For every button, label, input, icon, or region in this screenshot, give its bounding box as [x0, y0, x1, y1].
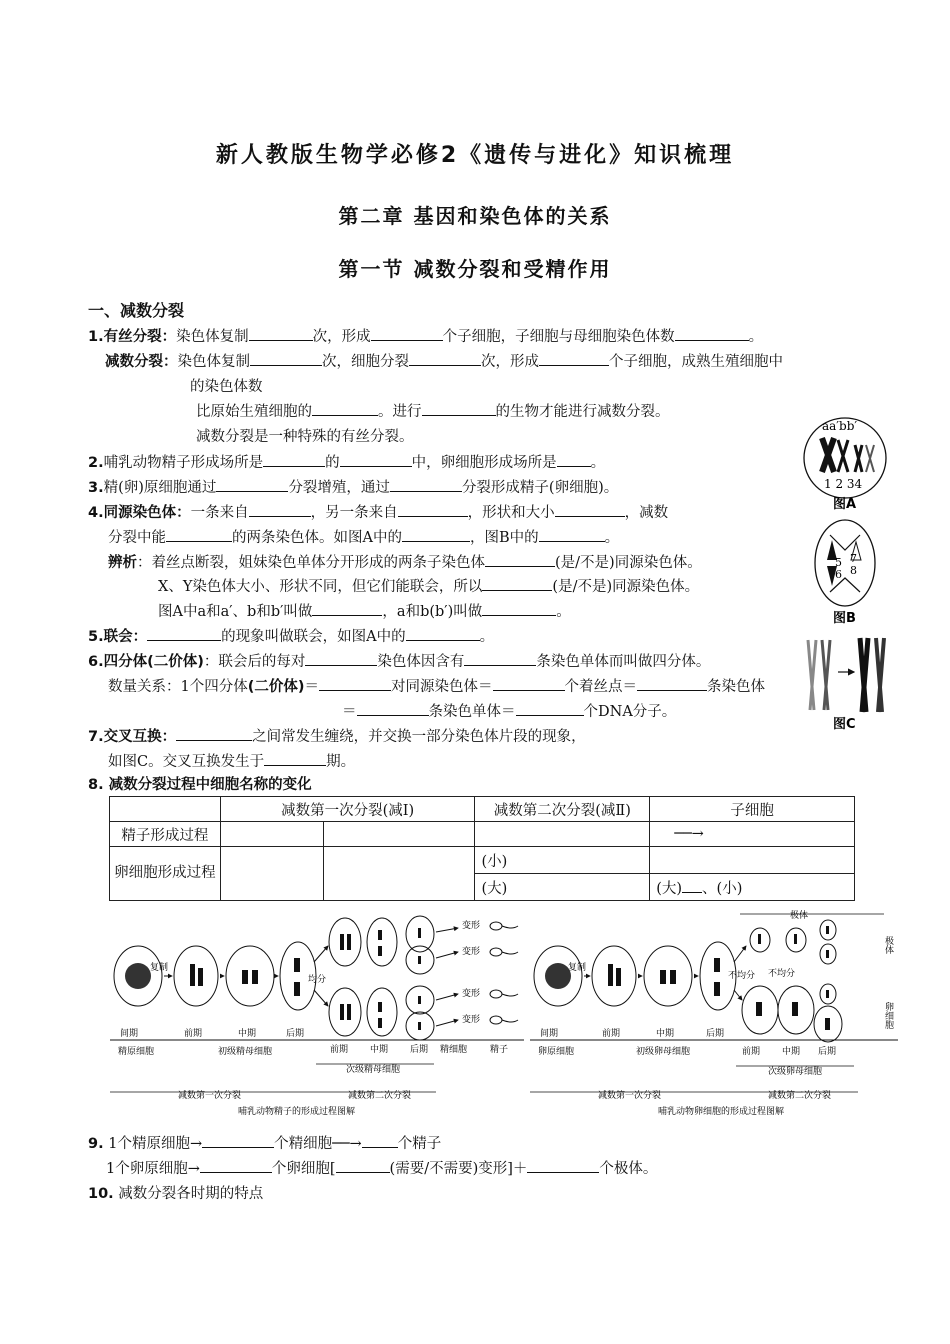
- blank[interactable]: [202, 1132, 274, 1148]
- item-5: 5.联会： 的现象叫做联会，如图A中的 。: [88, 625, 494, 649]
- blank[interactable]: [357, 700, 429, 716]
- cell: [367, 918, 397, 966]
- blank[interactable]: [362, 1132, 398, 1148]
- item-1b-cont2: 比原始生殖细胞的 。进行 的生物才能进行减数分裂。: [196, 400, 670, 424]
- svg-text:6: 6: [835, 568, 842, 581]
- table-cell[interactable]: [650, 847, 855, 874]
- svg-text:不均分: 不均分: [768, 969, 796, 979]
- chapter-title: 第二章 基因和染色体的关系: [338, 204, 612, 228]
- item-6-qty: 数量关系：1个四分体(二价体)＝ 对同源染色体＝ 个着丝点＝ 条染色体: [108, 675, 765, 699]
- blank[interactable]: [166, 526, 232, 542]
- chromosome: [808, 640, 816, 710]
- cell-name-table: [109, 796, 855, 901]
- item-7: 7.交叉互换： 之间常发生缠绕，并交换一部分染色体片段的现象，: [88, 725, 586, 749]
- item-4-discrim2: X、Y染色体大小、形状不同，但它们能联会，所以 (是/不是)同源染色体。: [158, 575, 699, 599]
- svg-text:精细胞: 精细胞: [440, 1045, 468, 1055]
- svg-text:7: 7: [850, 552, 857, 565]
- blank[interactable]: [319, 675, 391, 691]
- blank[interactable]: [336, 1157, 390, 1173]
- cell: [329, 918, 361, 966]
- svg-text:变形: 变形: [462, 1015, 481, 1025]
- table-cell[interactable]: ──→: [650, 822, 855, 847]
- th-meiosis-2: 减数第二次分裂(减Ⅱ): [475, 797, 650, 822]
- svg-text:精子: 精子: [490, 1045, 509, 1055]
- svg-text:前期: 前期: [742, 1047, 761, 1057]
- blank[interactable]: [527, 1157, 599, 1173]
- item-1b-cont: 的染色体数: [190, 379, 263, 395]
- figure-a-label: 图A: [833, 497, 857, 512]
- section-title: 第一节 减数分裂和受精作用: [338, 257, 612, 281]
- item-7-cont: 如图C。交叉互换发生于 期。: [108, 750, 355, 774]
- svg-text:间期: 间期: [540, 1029, 559, 1039]
- chromosome: [866, 445, 874, 472]
- item-9: 9. 1个精原细胞→ 个精细胞──→ 个精子: [88, 1132, 441, 1156]
- table-cell[interactable]: (大): [475, 874, 650, 901]
- item-9-egg: 1个卵原细胞→ 个卵细胞[ (需要/不需要)变形]＋ 个极体。: [106, 1157, 657, 1181]
- blank[interactable]: [516, 700, 584, 716]
- blank[interactable]: [176, 725, 252, 741]
- table-cell[interactable]: [220, 847, 323, 901]
- blank[interactable]: [409, 350, 481, 366]
- svg-text:次级卵母细胞: 次级卵母细胞: [768, 1067, 823, 1077]
- egg-formation-diagram: [528, 906, 900, 1122]
- svg-text:后期: 后期: [286, 1029, 305, 1039]
- svg-text:卵原细胞: 卵原细胞: [538, 1047, 575, 1057]
- svg-text:精原细胞: 精原细胞: [118, 1047, 155, 1057]
- table-cell[interactable]: [323, 822, 475, 847]
- chromosome: [860, 638, 868, 712]
- cell: [174, 946, 218, 1006]
- blank[interactable]: [371, 325, 443, 341]
- doc-title: 新人教版生物学必修2《遗传与进化》知识梳理: [215, 143, 735, 168]
- svg-text:极体: 极体: [883, 936, 893, 954]
- svg-text:变形: 变形: [462, 989, 481, 999]
- svg-text:5: 5: [835, 556, 842, 569]
- blank[interactable]: [637, 675, 707, 691]
- svg-text:减数第二次分裂: 减数第二次分裂: [768, 1091, 832, 1101]
- blank[interactable]: [340, 451, 412, 467]
- figure-b-cell: [815, 520, 875, 606]
- svg-text:变形: 变形: [462, 921, 481, 931]
- item-1b-note: 减数分裂是一种特殊的有丝分裂。: [196, 429, 414, 445]
- svg-text:初级精母细胞: 初级精母细胞: [218, 1047, 273, 1057]
- svg-text:中期: 中期: [370, 1045, 389, 1055]
- svg-text:前期: 前期: [330, 1045, 349, 1055]
- blank[interactable]: [539, 526, 605, 542]
- blank[interactable]: [147, 625, 221, 641]
- blank[interactable]: [464, 650, 536, 666]
- svg-text:前期: 前期: [184, 1029, 203, 1039]
- table-cell[interactable]: [475, 822, 650, 847]
- svg-text:前期: 前期: [602, 1029, 621, 1039]
- blank[interactable]: [482, 600, 556, 616]
- blank[interactable]: [398, 501, 468, 517]
- row-egg: 卵细胞形成过程: [110, 847, 221, 901]
- part-heading: 一、减数分裂: [88, 301, 185, 320]
- blank[interactable]: [312, 400, 378, 416]
- table-cell[interactable]: [323, 847, 475, 901]
- blank[interactable]: [493, 675, 565, 691]
- item-1: 1.有丝分裂：染色体复制 次，形成 个子细胞，子细胞与母细胞染色体数 。: [88, 325, 763, 349]
- svg-text:极体: 极体: [790, 911, 809, 921]
- th-meiosis-1: 减数第一次分裂(减Ⅰ): [220, 797, 475, 822]
- table-cell[interactable]: (小): [475, 847, 650, 874]
- item-2: 2.哺乳动物精子形成场所是 的 中，卵细胞形成场所是 。: [88, 451, 605, 475]
- svg-text:中期: 中期: [782, 1047, 801, 1057]
- item-6: 6.四分体(二价体)：联会后的每对 染色体因含有 条染色单体而叫做四分体。: [88, 650, 710, 674]
- blank[interactable]: [539, 350, 609, 366]
- figure-a-labels: aa′bb′: [822, 419, 858, 433]
- blank[interactable]: [482, 575, 552, 591]
- svg-text:中期: 中期: [238, 1029, 257, 1039]
- item-4: 4.同源染色体：一条来自 ，另一条来自 ，形状和大小 ，减数: [88, 501, 668, 525]
- egg-caption: 哺乳动物卵细胞的形成过程图解: [658, 1107, 785, 1117]
- blank[interactable]: [249, 501, 311, 517]
- item-3: 3.精(卵)原细胞通过 分裂增殖，通过 分裂形成精子(卵细胞)。: [88, 476, 618, 500]
- cell: [329, 988, 361, 1036]
- blank[interactable]: [406, 625, 480, 641]
- figure-c-label: 图C: [833, 717, 856, 732]
- svg-text:8: 8: [850, 564, 857, 577]
- svg-text:复制: 复制: [568, 963, 587, 973]
- blank[interactable]: [305, 650, 377, 666]
- figure-b-label: 图B: [833, 611, 856, 626]
- item-6-qty2: ＝ 条染色单体＝ 个DNA分子。: [342, 700, 676, 724]
- item-4-cont: 分裂中能 的两条染色体。如图A中的 ，图B中的 。: [108, 526, 619, 550]
- table-cell[interactable]: [220, 822, 323, 847]
- svg-text:后期: 后期: [410, 1045, 429, 1055]
- blank[interactable]: [249, 325, 313, 341]
- item-8: 8. 减数分裂过程中细胞名称的变化: [88, 777, 312, 793]
- blank[interactable]: [557, 451, 591, 467]
- cell: [644, 946, 692, 1006]
- item-4-discrim: 辨析：着丝点断裂，姐妹染色单体分开形成的两条子染色体 (是/不是)同源染色体。: [108, 551, 702, 575]
- figure-abc: [800, 410, 890, 740]
- th-child: 子细胞: [650, 797, 855, 822]
- chromosome: [822, 640, 830, 710]
- svg-text:减数第二次分裂: 减数第二次分裂: [348, 1091, 412, 1101]
- cell: [592, 946, 636, 1006]
- sperm-caption: 哺乳动物精子的形成过程图解: [238, 1107, 356, 1117]
- chromosome: [876, 638, 884, 712]
- svg-text:变形: 变形: [462, 947, 481, 957]
- blank[interactable]: [216, 476, 288, 492]
- chromosome: [838, 440, 848, 472]
- svg-text:均分: 均分: [308, 975, 327, 985]
- svg-text:不均分: 不均分: [728, 971, 756, 981]
- cell: [226, 946, 274, 1006]
- svg-text:中期: 中期: [656, 1029, 675, 1039]
- figure-a-nums: 1 2 34: [824, 477, 863, 491]
- svg-text:卵细胞: 卵细胞: [883, 1002, 893, 1029]
- svg-text:间期: 间期: [120, 1029, 139, 1039]
- svg-text:次级精母细胞: 次级精母细胞: [346, 1065, 401, 1075]
- sperm-formation-diagram: [108, 912, 526, 1122]
- item-4-discrim3: 图A中a和a′、b和b′叫做 ，a和b(b′)叫做 。: [158, 600, 571, 624]
- blank[interactable]: [390, 476, 462, 492]
- item-10: 10. 减数分裂各时期的特点: [88, 1186, 264, 1202]
- svg-text:后期: 后期: [706, 1029, 725, 1039]
- blank[interactable]: [264, 750, 326, 766]
- svg-text:减数第一次分裂: 减数第一次分裂: [178, 1091, 242, 1101]
- blank[interactable]: [485, 551, 555, 567]
- item-1b: 减数分裂：染色体复制 次，细胞分裂 次，形成 个子细胞，成熟生殖细胞中: [105, 350, 783, 374]
- blank[interactable]: [250, 350, 322, 366]
- svg-text:初级卵母细胞: 初级卵母细胞: [636, 1047, 691, 1057]
- svg-text:后期: 后期: [818, 1047, 837, 1057]
- blank[interactable]: [263, 451, 325, 467]
- row-sperm: 精子形成过程: [110, 822, 221, 847]
- chromosome: [855, 445, 862, 472]
- table-cell[interactable]: (大) 、(小): [650, 874, 855, 901]
- svg-text:复制: 复制: [150, 963, 169, 973]
- blank[interactable]: [555, 501, 625, 517]
- blank[interactable]: [675, 325, 749, 341]
- blank[interactable]: [312, 600, 382, 616]
- blank[interactable]: [200, 1157, 272, 1173]
- blank[interactable]: [422, 400, 496, 416]
- svg-text:减数第一次分裂: 减数第一次分裂: [598, 1091, 662, 1101]
- chromosome: [822, 438, 834, 472]
- blank[interactable]: [402, 526, 470, 542]
